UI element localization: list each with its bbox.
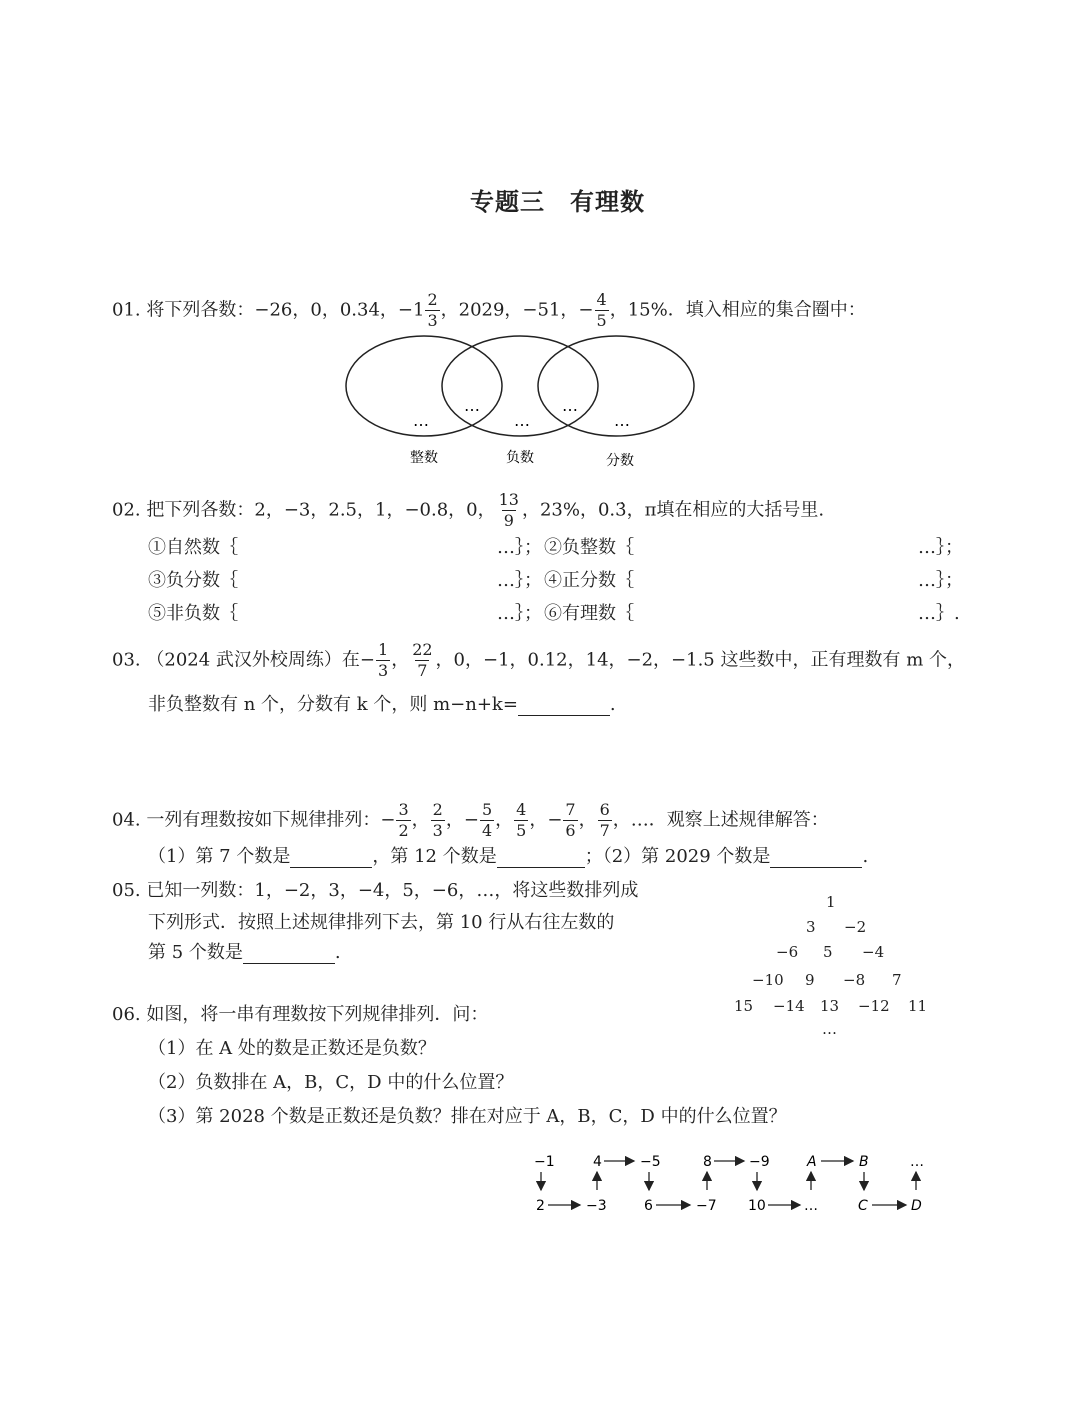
fraction: $\frac{13}{9}$	[498, 490, 519, 530]
question-04: 04. 一列有理数按如下规律排列：− $\frac{3}{2}$ ， $\frac{2}{3}$ ，− $\frac{5}{4}$ ， $\frac{4}{5}$ ，− $\frac{7}{6}$ ， $\frac{6}{7}$ ，…．观察上述规律解答：	[112, 800, 829, 840]
seq-bottom-label: 10	[748, 1198, 766, 1214]
question-01: 01. 将下列各数：−26，0，0.34，−1 $\frac{2}{3}$ ，2029，−51，− $\frac{4}{5}$ ，15%．填入相应的集合圈中：	[112, 290, 866, 330]
sequence-diagram	[520, 1148, 940, 1218]
answer-blank[interactable]	[290, 849, 372, 868]
label-fraction: 分数	[606, 453, 634, 469]
triangle-cell: −14	[773, 997, 805, 1015]
answer-blank[interactable]	[518, 697, 610, 716]
seq-top-label: 4	[593, 1154, 602, 1170]
question-06-sub3: （3）第 2028 个数是正数还是负数？排在对应于 A，B，C，D 中的什么位置？	[148, 1106, 787, 1127]
venn-diagram	[340, 330, 710, 475]
set-natural-close: …｝；	[497, 537, 542, 558]
question-06-sub2: （2）负数排在 A，B，C，D 中的什么位置？	[148, 1072, 514, 1093]
fraction: $\frac{2}{3}$	[432, 800, 443, 840]
question-06	[112, 1004, 488, 1026]
set-neg-int-close: …｝；	[918, 537, 963, 558]
ellipsis: …	[464, 396, 480, 415]
seq-top-label: −5	[640, 1154, 661, 1170]
triangle-cell: 7	[892, 971, 902, 989]
seq-top-label: B	[859, 1154, 869, 1170]
ellipsis: …	[413, 411, 429, 430]
question-text: （2024 武汉外校周练）在−	[146, 649, 375, 671]
ellipsis: …	[562, 396, 578, 415]
triangle-cell: 3	[806, 918, 816, 936]
question-03-line2: 非负整数有 n 个，分数有 k 个，则 m−n+k= .	[148, 694, 616, 715]
triangle-cell: …	[822, 1020, 837, 1038]
triangle-cell: −8	[843, 971, 866, 989]
triangle-cell: −12	[858, 997, 890, 1015]
question-03: 03. （2024 武汉外校周练）在− $\frac{1}{3}$ ， $\frac{22}{7}$ ，0，−1，0.12，14，−2，−1.5 这些数中，正有理数有 m 个，	[112, 640, 965, 680]
seq-bottom-label: …	[804, 1198, 818, 1214]
ellipsis: …	[514, 411, 530, 430]
question-number: 05.	[112, 880, 141, 901]
set-pos-frac-close: …｝；	[918, 570, 963, 591]
question-number: 01.	[112, 299, 141, 321]
number-list: −26，0，0.34，−1	[254, 299, 425, 321]
set-nonneg-label: ⑤非负数｛	[148, 603, 238, 624]
set-neg-int-label: ②负整数｛	[544, 537, 634, 558]
fraction: $\frac{4}{5}$	[516, 800, 527, 840]
answer-blank[interactable]	[243, 945, 335, 964]
triangle-cell: 13	[820, 997, 840, 1015]
seq-bottom-label: 2	[536, 1198, 545, 1214]
question-number: 06.	[112, 1004, 141, 1025]
seq-top-label: A	[807, 1154, 817, 1170]
triangle-cell: 15	[734, 997, 754, 1015]
question-06-sub1: （1）在 A 处的数是正数还是负数？	[148, 1038, 436, 1059]
triangle-cell: −10	[752, 971, 784, 989]
seq-bottom-label: C	[858, 1198, 868, 1214]
triangle-cell: −2	[844, 918, 867, 936]
label-integer: 整数	[410, 450, 438, 466]
seq-top-label: 8	[703, 1154, 712, 1170]
answer-blank[interactable]	[770, 849, 862, 868]
set-neg-frac-close: …｝；	[497, 570, 542, 591]
fraction: $\frac{5}{4}$	[481, 800, 493, 840]
seq-top-label: −1	[534, 1154, 555, 1170]
set-rational-close: …｝.	[918, 603, 960, 624]
page-title: 专题三 有理数	[470, 187, 645, 216]
set-natural-label: ①自然数｛	[148, 537, 238, 558]
label-negative: 负数	[506, 450, 534, 466]
fraction: $\frac{22}{7}$	[412, 640, 433, 680]
triangle-cell: −4	[862, 943, 885, 961]
set-nonneg-close: …｝；	[497, 603, 542, 624]
question-05-line2: 下列形式．按照上述规律排列下去，第 10 行从右往左数的	[148, 912, 615, 933]
question-02: 02. 把下列各数：2，−3，2.5，1，−0.8，0， $\frac{13}{9}$ ，23%，0.3̇，π填在相应的大括号里.	[112, 490, 825, 530]
set-pos-frac-label: ④正分数｛	[544, 570, 634, 591]
seq-bottom-label: −3	[586, 1198, 607, 1214]
fraction: $\frac{6}{7}$	[599, 800, 610, 840]
triangle-cell: 1	[826, 893, 836, 911]
question-text: 已知一列数：1，−2，3，−4，5，−6，…，将这些数排列成	[146, 880, 639, 901]
fraction: $\frac{2}{3}$	[427, 290, 438, 330]
seq-top-label: −9	[749, 1154, 770, 1170]
answer-blank[interactable]	[497, 849, 585, 868]
question-number: 03.	[112, 649, 141, 671]
question-05	[112, 880, 638, 902]
question-04-subparts: （1）第 7 个数是 ，第 12 个数是 ；（2）第 2029 个数是 .	[148, 846, 869, 867]
question-05-line3: 第 5 个数是 .	[148, 942, 341, 963]
question-text: 将下列各数：	[146, 299, 255, 321]
fraction: $\frac{7}{6}$	[565, 800, 576, 840]
seq-bottom-label: −7	[696, 1198, 717, 1214]
question-number: 02.	[112, 499, 141, 521]
triangle-cell: 5	[823, 943, 833, 961]
fraction: $\frac{3}{2}$	[398, 800, 409, 840]
question-text: 把下列各数：2，−3，2.5，1，−0.8，0，	[146, 499, 496, 521]
triangle-cell: −6	[776, 943, 799, 961]
set-rational-label: ⑥有理数｛	[544, 603, 634, 624]
triangle-cell: 11	[908, 997, 928, 1015]
triangle-cell: 9	[805, 971, 815, 989]
seq-bottom-label: D	[911, 1198, 922, 1214]
ellipsis: …	[614, 411, 630, 430]
fraction: $\frac{4}{5}$	[596, 290, 607, 330]
seq-bottom-label: 6	[644, 1198, 653, 1214]
fraction: $\frac{1}{3}$	[378, 640, 389, 680]
seq-top-label: …	[910, 1154, 924, 1170]
question-text: 如图，将一串有理数按下列规律排列．问：	[146, 1004, 489, 1025]
set-neg-frac-label: ③负分数｛	[148, 570, 238, 591]
question-number: 04.	[112, 809, 141, 831]
question-text: 一列有理数按如下规律排列：	[146, 809, 381, 831]
